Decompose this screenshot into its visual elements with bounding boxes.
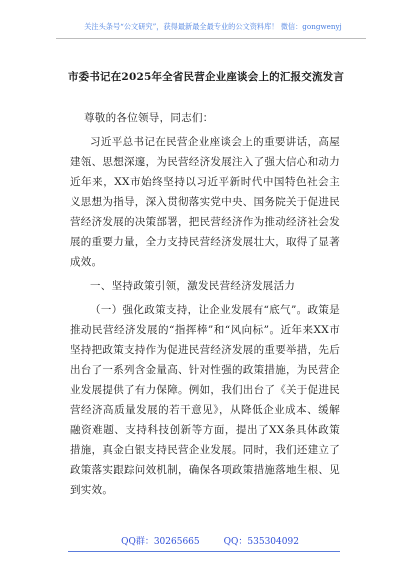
paragraph: （一）强化政策支持，让企业发展有“底气”。政策是推动民营经济发展的“指挥棒”和“风向标”。近年来XX市坚持把政策支持作为促进民营经济发展的重要举措，先后出台了一系列含金量高、针对性强的政策措施，为民营企业发展提供了有力保障。例如，我们出台了《关于促进民营经济高质量发展的若干意见》，从降低企业成本、缓解融资难题、支持科技创新等方面，提出了XX条具体政策措施，真金白银支持民营企业发展。同时，我们还建立了政策落实跟踪问效机制，确保各项政策措施落地生根、见到实效。 (70, 304, 340, 496)
section-heading: 一、坚持政策引领，激发民营经济发展活力 (90, 280, 296, 292)
header-banner: 关注头条号“公文研究”，获得最新最全最专业的公文资料库！ 微信：gongwenyj (84, 22, 342, 31)
document-title: 市委书记在2025年全省民营企业座谈会上的汇报交流发言 (67, 71, 345, 83)
salutation: 尊敬的各位领导，同志们： (84, 112, 214, 124)
footer-divider (68, 551, 340, 552)
footer-qq: QQ：535304092 (223, 537, 299, 547)
footer-contacts (100, 536, 320, 548)
document-body (70, 108, 340, 504)
footer-qq-group: QQ群：30265665 (121, 537, 200, 547)
header-divider (56, 38, 366, 39)
paragraph: 习近平总书记在民营企业座谈会上的重要讲话，高屋建瓴、思想深邃，为民营经济发展注入了强大信心和动力近年来，XX市始终坚持以习近平新时代中国特色社会主义思想为指导，深入贯彻落实党中央、国务院关于促进民营经济发展的决策部署，把民营经济作为推动经济社会发展的重要力量，全力支持民营经济发展壮大，取得了显著成效。 (70, 136, 340, 268)
